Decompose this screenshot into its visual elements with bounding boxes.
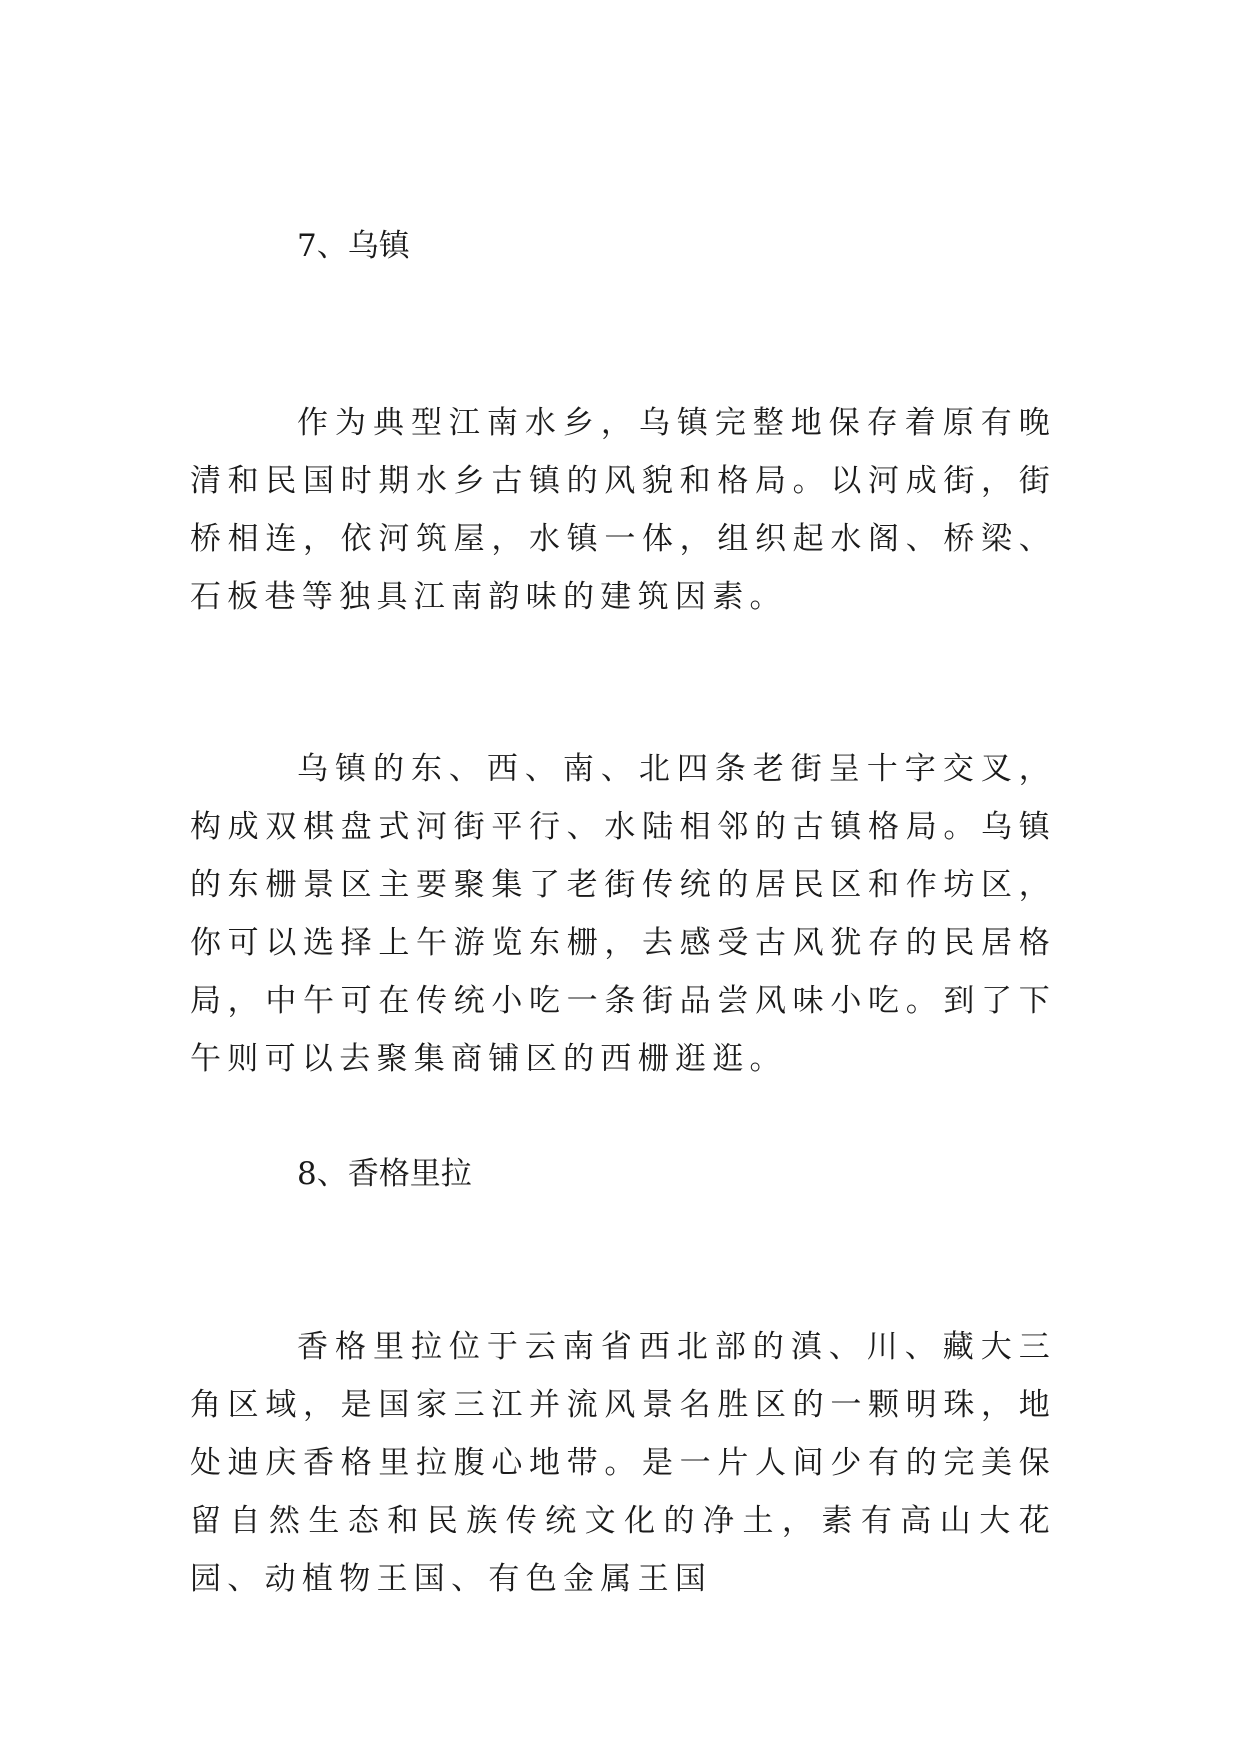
section-heading-shangrila: 8、香格里拉 bbox=[297, 1156, 472, 1192]
paragraph-wuzhen-intro: 作为典型江南水乡，乌镇完整地保存着原有晚清和民国时期水乡古镇的风貌和格局。以河成街，街桥相连，依河筑屋，水镇一体，组织起水阁、桥梁、石板巷等独具江南韵味的建筑因素。 bbox=[190, 405, 1056, 615]
paragraph-wuzhen-streets: 乌镇的东、西、南、北四条老街呈十字交叉，构成双棋盘式河街平行、水陆相邻的古镇格局。乌镇的东栅景区主要聚集了老街传统的居民区和作坊区，你可以选择上午游览东栅，去感受古风犹存的民居格局，中午可在传统小吃一条街品尝风味小吃。到了下午则可以去聚集商铺区的西栅逛逛。 bbox=[190, 751, 1056, 1077]
paragraph-shangrila-intro: 香格里拉位于云南省西北部的滇、川、藏大三角区域，是国家三江并流风景名胜区的一颗明珠，地处迪庆香格里拉腹心地带。是一片人间少有的完美保留自然生态和民族传统文化的净土，素有高山大花园、动植物王国、有色金属王国 bbox=[190, 1329, 1056, 1597]
section-heading-wuzhen: 7、乌镇 bbox=[297, 228, 410, 264]
